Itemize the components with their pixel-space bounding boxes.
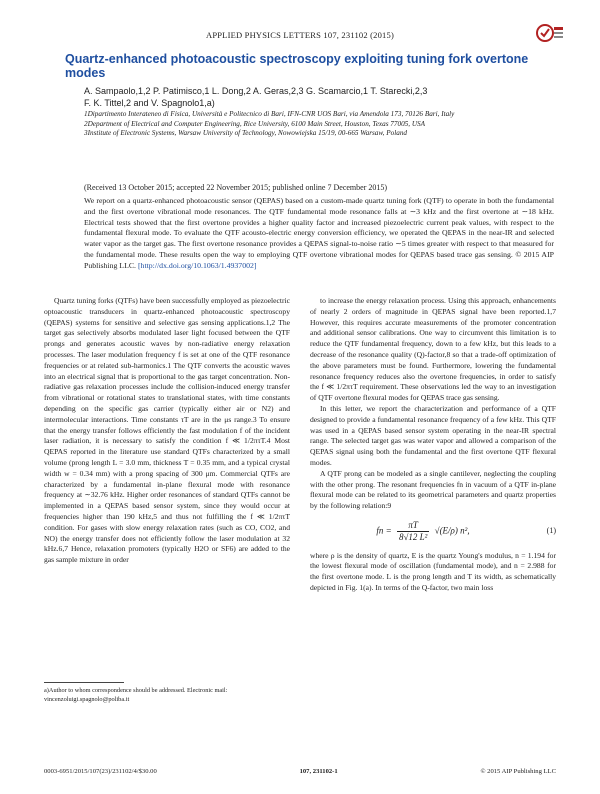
footer-copyright: © 2015 AIP Publishing LLC: [480, 768, 556, 775]
page-footer: [44, 768, 556, 775]
left-column: [44, 296, 290, 566]
affiliation-2: 2Department of Electrical and Computer Engineering, Rice University, 6100 Main Street, Houston, Texas 77005, USA: [84, 119, 426, 128]
affiliation-1: 1Dipartimento Interateneo di Fisica, Università e Politecnico di Bari, IFN-CNR UOS Bari, via Amendola 173, 70126 Bari, Italy: [84, 110, 455, 118]
affiliations: [84, 110, 554, 139]
right-column: [310, 296, 556, 594]
footer-page-number: 107, 231102-1: [299, 768, 338, 775]
abstract: [84, 196, 554, 272]
footer-issn: 0003-6951/2015/107(23)/231102/4/$30.00: [44, 768, 157, 775]
equation-lhs: fn =: [376, 525, 392, 536]
equation-1: [310, 520, 556, 543]
body-paragraph: A QTF prong can be modeled as a single cantilever, neglecting the coupling with the other prong. The resonant frequencies fn in vacuum of a QTF in-plane flexural mode can be related to its geometrical parameters and quartz properties by the following relation:9: [310, 468, 556, 511]
equation-tail: n²,: [460, 525, 470, 536]
author-list: [84, 85, 554, 109]
footnote-divider: [44, 682, 124, 683]
journal-header: APPLIED PHYSICS LETTERS 107, 231102 (2015): [205, 30, 394, 40]
doi-link[interactable]: [http://dx.doi.org/10.1063/1.4937002]: [137, 260, 257, 270]
body-paragraph: where ρ is the density of quartz, E is the quartz Young's modulus, n = 1.194 for the lowest flexural mode of oscillation (fundamental mode), and n = 2.988 for the first overtone mode. L is the prong length and T its width, as schematically depicted in Fig. 1(a). In terms of the Q-factor, two main loss: [310, 550, 556, 592]
equation-numerator: πT: [397, 520, 429, 532]
affiliation-3: 3Institute of Electronic Systems, Warsaw University of Technology, Nowowiejska 15/19, 00-665 Warsaw, Poland: [84, 129, 408, 137]
equation-denominator: 8√12 L²: [398, 531, 428, 542]
paper-title: Quartz-enhanced photoacoustic spectroscopy exploiting tuning fork overtone modes: [65, 52, 529, 80]
abstract-text: We report on a quartz-enhanced photoacoustic sensor (QEPAS) based on a custom-made quartz tuning fork (QTF) to operate in both the fundamental and the first overtone vibrational mode resonances. The QTF fundamental mode resonance falls at ∼3 kHz and the first overtone at ∼18 kHz. Electrical tests showed that the first overtone provides a higher quality factor and increased piezoelectric current peak values, with respect to the fundamental flexural mode. To evaluate the QTF acousto-electric energy conversion efficiency, we operated the QEPAS in the near-IR and selected water vapor as the target gas. The first overtone resonance provides a QEPAS signal-to-noise ratio ∼5 times greater with respect to that measured for the fundamental mode. These results open the way to employing QTF overtone vibrational modes for QEPAS based trace gas sensing. © 2015 AIP Publishing LLC.: [84, 196, 554, 270]
body-paragraph: In this letter, we report the characterization and performance of a QTF designed to provide a fundamental resonance frequency of a few kHz. This QTF was used in a QEPAS based sensor system operating in the near-IR spectral range. The selected target gas was water vapor and allowed a comparison of the QEPAS signal using both the fundamental and the first overtone QTF flexural modes.: [310, 403, 556, 467]
footnote: a)Author to whom correspondence should be addressed. Electronic mail: vincenzoluigi.spagnolo@poliba.it: [44, 687, 228, 703]
authors-line-1: A. Sampaolo,1,2 P. Patimisco,1 L. Dong,2 A. Geras,2,3 G. Scamarcio,1 T. Starecki,2,3: [84, 86, 428, 96]
authors-line-2: F. K. Tittel,2 and V. Spagnolo1,a): [84, 98, 215, 108]
equation-root: √(E/ρ): [434, 525, 458, 536]
equation-number: (1): [546, 525, 556, 535]
received-dates: (Received 13 October 2015; accepted 22 November 2015; published online 7 December 2015): [84, 183, 388, 192]
equation-body: [310, 520, 536, 543]
body-paragraph: to increase the energy relaxation process. Using this approach, enhancements of nearly 2 orders of magnitude in QEPAS signal have been reported.1,7 However, this requires accurate measurements of the promoter concentration and additional sensor calibrations. One way to circumvent this limitation is to reduce the QTF fundamental frequency, down to a few kHz, but this leads to a decrease of the resonance quality (Q)-factor,8 so that a trade-off optimization of the above parameters must be found. Furthermore, lowering the fundamental resonance frequency reduces also the overtone frequencies, in order to satisfy the f ≪ 1/2πτT requirement. These observations led the way to an investigation of QTF overtone flexural modes for QEPAS trace gas sensing.: [310, 296, 556, 403]
body-paragraph: Quartz tuning forks (QTFs) have been successfully employed as piezoelectric optoacoustic transducers in quartz-enhanced photoacoustic spectroscopy (QEPAS) systems for sensitive and selective gas sensing applications.1,2 The target gas selectively absorbs modulated laser light focused between the QTF prongs and generates acoustic waves by non-radiative energy relaxation processes. The laser modulation frequency f is set at one of the QTF resonance frequencies or at related sub-harmonics.1 The QTF converts the acoustic waves into an electrical signal that is proportional to the gas target concentration. Non-radiative gas relaxation processes include the collision-induced energy transfer from vibrational or rotational states to translational states, with time constants depending on the specific gas carrier (typically either air or N2) and intermolecular interactions. Time constants τT are in the μs range.3 To ensure that the energy transfer follows efficiently the fast modulation f of the incident laser radiation, it is necessary to satisfy the condition f ≪ 1/2πτT.4 Most QEPAS reported in the literature use standard QTFs characterized by a small volume (prong length L = 3.0 mm, thickness T = 0.35 mm, and a typical crystal width w = 0.34 mm) with a prong spacing of 300 μm. Commercial QTFs are characterized by a fundamental in-plane flexural mode with resonance frequency at ∼32.76 kHz. Higher order resonances of standard QTFs cannot be implemented in a QEPAS based sensor system, since they would occur at frequencies higher than 190 kHz,5 and thus not fulfilling the f ≪ 1/2πτT condition. For gases with slow energy relaxation rates (such as CO, CO2, and NO) the energy transfer does not efficiently follow the laser modulation at 32 kHz.6,7 Hence, relaxation promoters (typically H2O or SF6) are added to the gas sample mixture in order: [44, 296, 290, 565]
crossmark-icon[interactable]: [535, 20, 565, 46]
